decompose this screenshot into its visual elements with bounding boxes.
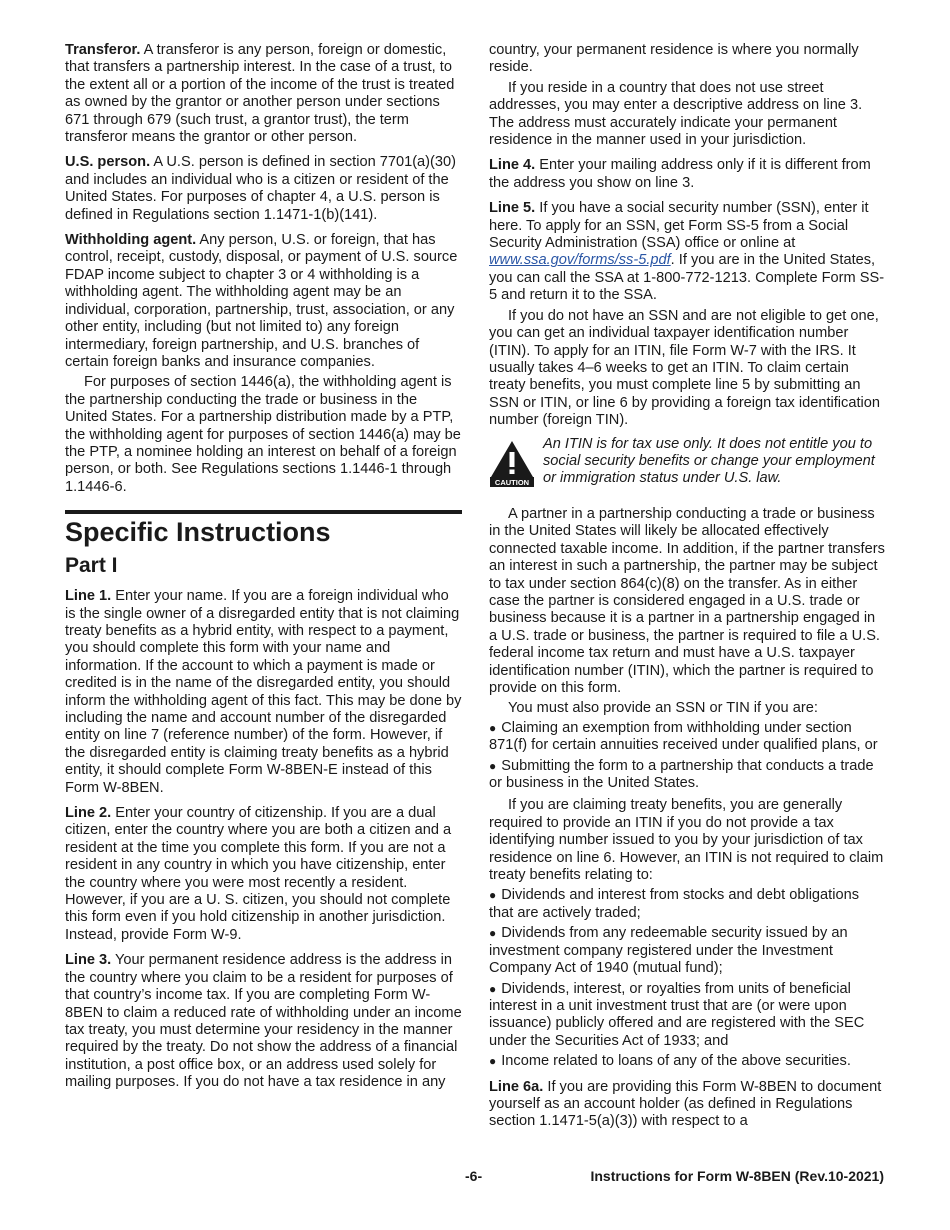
line-1-instructions [65, 588, 462, 797]
line-5-text-b: . If you are in the United States, you can call the SSA at 1-800-772-1213. Complete Form SS-5 and return it to the SSA. [489, 252, 885, 304]
withholding-agent-term: Withholding agent. [65, 232, 197, 249]
line-4-instructions [489, 157, 885, 192]
list-item-text: Dividends and interest from stocks and debt obligations that are actively traded; [489, 887, 859, 921]
ssn-tin-intro: You must also provide an SSN or TIN if you are: [508, 700, 818, 717]
line-4-text: Enter your mailing address only if it is different from the address you show on line 3. [489, 157, 871, 191]
line-2-label: Line 2. [65, 805, 112, 822]
line-5-instructions [489, 200, 885, 304]
line-2-instructions [65, 805, 462, 944]
document-title: Instructions for Form W-8BEN (Rev.10-2021) [590, 1168, 884, 1184]
partner-paragraph: A partner in a partnership conducting a trade or business in the United States will likely be allocated effectively connected taxable income. In addition, if the partner transfers an interest in such a partnership, the partner may be subject to tax under section 864(c)(8) on the transfer. As in either case the partner is considered engaged in a U.S. trade or business because it is a partner in a partnership engaged in a U.S. trade or business, the partner is required to file a U.S. federal income tax return and must have a U.S. taxpayer identification number (ITIN), which the partner is required to provide on this form. [489, 505, 885, 696]
line-6a-label: Line 6a. [489, 1078, 544, 1095]
page-number: -6- [465, 1168, 483, 1184]
line-3-instructions [65, 952, 462, 1091]
line-4-label: Line 4. [489, 157, 536, 174]
us-person-term: U.S. person. [65, 154, 151, 171]
itin-paragraph: If you do not have an SSN and are not eligible to get one, you can get an individual taxpayer identification number (ITIN). To apply for an ITIN, file Form W-7 with the IRS. It usually takes 4–6 weeks to get an ITIN. To claim certain treaty benefits, you must complete line 5 by submitting an SSN or ITIN, or line 6 by providing a foreign tax identification number (foreign TIN). [489, 307, 880, 429]
withholding-agent-text: Any person, U.S. or foreign, that has control, receipt, custody, disposal, or payment of U.S. source FDAP income subject to chapter 3 or 4 withholding is a withholding agent. The withholding agent may be an individual, corporation, partnership, trust, association, or any other entity, including (but not limited to) any foreign intermediary, foreign partnership, and U.S. branches of certain foreign banks and insurance companies. [65, 232, 458, 370]
list-item-text: Dividends from any redeemable security issued by an investment company registered under the Investment Company Act of 1940 (mutual fund); [489, 925, 848, 977]
list-item-text: Claiming an exemption from withholding under section 871(f) for certain annuities received under qualified plans, or [489, 719, 878, 754]
list-item-text: Submitting the form to a partnership that conducts a trade or business in the United States. [489, 757, 874, 792]
section-title: Specific Instructions [65, 517, 331, 548]
line-5-text-a: If you have a social security number (SSN), enter it here. To apply for an SSN, get Form SS-5 from a Social Security Administration (SSA) office or online at [489, 200, 869, 252]
list-item: ● Dividends, interest, or royalties from units of beneficial interest in a unit investment trust that are (or were upon issuance) publicly offered and are registered with the SEC under the Securities Act of 1933; and [489, 980, 865, 1049]
part-title: Part I [65, 554, 118, 578]
caution-label: CAUTION [494, 477, 530, 487]
line-6a-text: If you are providing this Form W-8BEN to document yourself as an account holder (as defined in Regulations section 1.1471-5(a)(3)) with respect to a [489, 1078, 882, 1130]
treaty-benefits-paragraph: If you are claiming treaty benefits, you are generally required to provide an ITIN if you do not provide a tax identifying number issued to you by your jurisdiction of tax residence on line 6. However, an ITIN is not required to claim treaty benefits relating to: [489, 797, 884, 884]
list-item: ● Dividends and interest from stocks and debt obligations that are actively traded; [489, 887, 859, 921]
us-person-text: A U.S. person is defined in section 7701(a)(30) and includes an individual who is a citizen or resident of the United States. For purposes of chapter 4, a U.S. person is defined in Regulations section 1.1471-1(b)(141). [65, 154, 456, 223]
list-item: ● Claiming an exemption from withholding under section 871(f) for certain annuities received under qualified plans, or [489, 719, 878, 754]
ssa-form-link[interactable]: www.ssa.gov/forms/ss-5.pdf [489, 252, 671, 269]
line-3-continuation: country, your permanent residence is where you normally reside. [489, 42, 859, 76]
list-item: ● Dividends from any redeemable security issued by an investment company registered under the Investment Company Act of 1940 (mutual fund); [489, 925, 848, 977]
list-item-text: Income related to loans of any of the above securities. [501, 1053, 851, 1070]
line-5-label: Line 5. [489, 200, 536, 217]
transferor-text: A transferor is any person, foreign or domestic, that transfers a partnership interest. In the case of a trust, to the extent all or a portion of the income of the trust is treated as owned by the grantor or another person under sections 671 through 679 (such trust, a grantor trust), the term transferor means the grantor or other person. [65, 42, 455, 146]
caution-icon [489, 436, 537, 492]
caution-text: An ITIN is for tax use only. It does not entitle you to social security benefits or change your employment or immigration status under U.S. law. [543, 435, 875, 487]
list-item: ● Submitting the form to a partnership that conducts a trade or business in the United States. [489, 757, 874, 792]
withholding-agent-continuation: For purposes of section 1446(a), the withholding agent is the partnership conducting the trade or business in the United States. For a partnership distribution made by a PTP, the withholding agent for purposes of section 1446(a) may be the PTP, a nominee holding an interest on behalf of a foreign person, or both. See Regulations sections 1.1446-1 through 1.1446-6. [65, 374, 461, 495]
list-item: ● Income related to loans of any of the above securities. [489, 1053, 851, 1070]
transferor-definition [65, 42, 462, 146]
line-3-label: Line 3. [65, 952, 112, 969]
transferor-term: Transferor. [65, 42, 141, 58]
caution-note [489, 436, 885, 492]
list-item-text: Dividends, interest, or royalties from units of beneficial interest in a unit investment trust that are (or were upon issuance) publicly offered and are registered with the SEC under the Securities Act of 1933; and [489, 980, 865, 1049]
line-2-text: Enter your country of citizenship. If you are a dual citizen, enter the country where you are both a citizen and a resident at the time you complete this form. If you are not a resident in any country in which you have citizenship, enter the country where you were most recently a resident. However, if you are a U. S. citizen, you should not complete this form even if you hold citizenship in another jurisdiction. Instead, provide Form W-9. [65, 805, 452, 943]
line-3-text: Your permanent residence address is the address in the country where you claim to be a resident for purposes of that country’s income tax. If you are completing Form W-8BEN to claim a reduced rate of withholding under an income tax treaty, you must determine your residency in the manner required by the treaty. Do not show the address of a financial institution, a post office box, or an address used solely for mailing purposes. If you do not have a tax residence in any [65, 952, 462, 1091]
line-1-label: Line 1. [65, 588, 112, 605]
right-column [489, 42, 885, 1139]
us-person-definition [65, 154, 462, 224]
line-1-text: Enter your name. If you are a foreign individual who is the single owner of a disregarded entity that is not claiming treaty benefits as a hybrid entity, with respect to a payment, you should complete this form with your name and information. If the account to which a payment is made or credited is in the name of the disregarded entity, you should inform the withholding agent of this fact. This may be done by including the name and account number of the disregarded entity on line 7 (reference number) of the form. However, if the disregarded entity is claiming treaty benefits as a hybrid entity, it should complete Form W-8BEN-E instead of this Form W-8BEN. [65, 588, 462, 796]
left-column [65, 42, 462, 1100]
street-address-paragraph: If you reside in a country that does not use street addresses, you may enter a descriptive address on line 3. The address must accurately indicate your permanent residence in the manner used in your jurisdiction. [489, 79, 863, 149]
line-6a-instructions [489, 1079, 885, 1131]
withholding-agent-definition [65, 232, 462, 371]
